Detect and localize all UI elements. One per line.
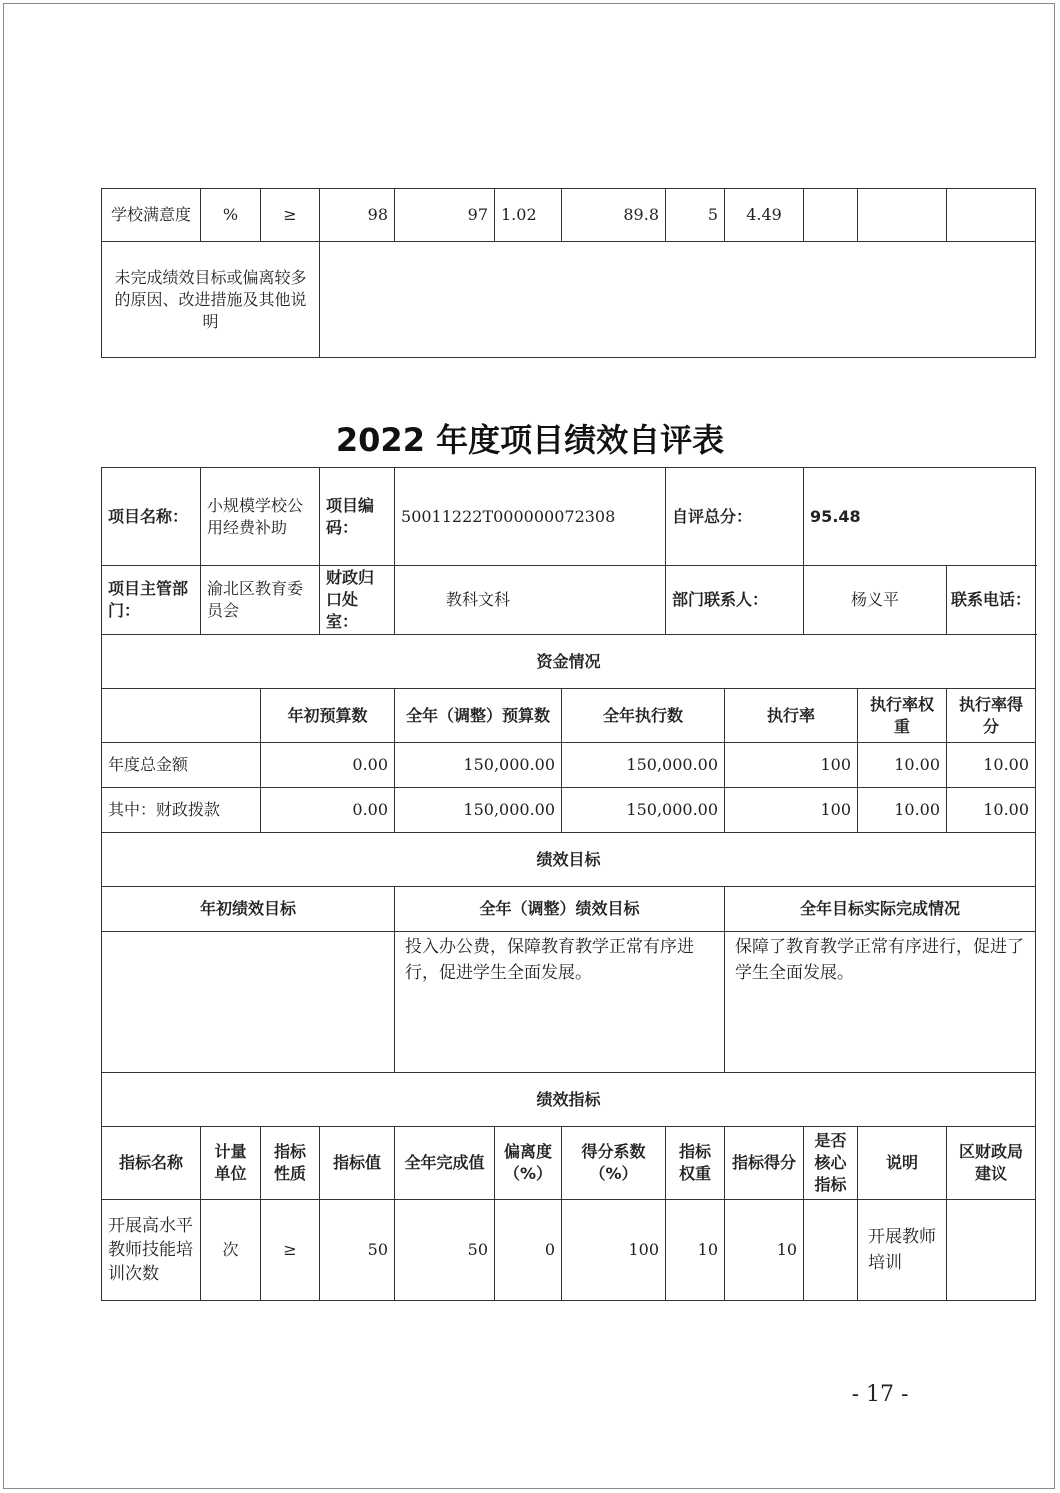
indicator-cell bbox=[947, 1200, 1036, 1301]
indicator-cell: 次 bbox=[201, 1200, 261, 1301]
indicator-header: 区财政局建议 bbox=[947, 1127, 1036, 1200]
funds-cell: 10.00 bbox=[947, 743, 1036, 788]
indicator-unit: % bbox=[201, 189, 261, 242]
table-row bbox=[102, 189, 1036, 242]
dept-label: 项目主管部门： bbox=[102, 566, 201, 635]
contact-label: 部门联系人： bbox=[666, 566, 804, 635]
funds-cell: 100 bbox=[725, 788, 858, 833]
funds-header: 年初预算数 bbox=[261, 689, 395, 743]
indicator-actual: 97 bbox=[395, 189, 495, 242]
funds-cell: 150,000.00 bbox=[395, 743, 562, 788]
finance-office: 教科文科 bbox=[395, 566, 666, 635]
funds-cell: 年度总金额 bbox=[102, 743, 261, 788]
indicator-score: 4.49 bbox=[725, 189, 804, 242]
indicator-nature: ≥ bbox=[261, 189, 320, 242]
goals-section-row bbox=[102, 833, 1036, 887]
indicator-deviation: 1.02 bbox=[495, 189, 562, 242]
prev-indicator-table bbox=[101, 188, 1036, 358]
funds-header: 执行率 bbox=[725, 689, 858, 743]
funds-section-row bbox=[102, 635, 1036, 689]
goal-actual: 保障了教育教学正常有序进行，促进了学生全面发展。 bbox=[725, 932, 1036, 1073]
goals-content-row bbox=[102, 932, 1036, 1073]
goals-header: 年初绩效目标 bbox=[102, 887, 395, 932]
funds-header: 执行率得分 bbox=[947, 689, 1036, 743]
indicator-weight: 5 bbox=[666, 189, 725, 242]
table-row bbox=[102, 242, 1036, 358]
finance-office-label: 财政归口处室： bbox=[320, 566, 395, 635]
indicator-cell: 开展高水平教师技能培训次数 bbox=[102, 1200, 201, 1301]
indicator-header: 是否核心指标 bbox=[804, 1127, 858, 1200]
total-score-label: 自评总分： bbox=[666, 468, 804, 566]
indicator-coefficient: 89.8 bbox=[562, 189, 666, 242]
funds-cell: 0.00 bbox=[261, 788, 395, 833]
indicator-header: 得分系数（%） bbox=[562, 1127, 666, 1200]
indicator-cell: 10 bbox=[725, 1200, 804, 1301]
indicator-suggestion bbox=[947, 189, 1036, 242]
indicator-header: 指标得分 bbox=[725, 1127, 804, 1200]
project-name: 小规模学校公用经费补助 bbox=[201, 468, 320, 566]
project-name-label: 项目名称： bbox=[102, 468, 201, 566]
indicator-cell: ≥ bbox=[261, 1200, 320, 1301]
table-row bbox=[102, 788, 1036, 833]
indicators-section-row bbox=[102, 1073, 1036, 1127]
goals-section-label: 绩效目标 bbox=[102, 833, 1036, 887]
reason-label: 未完成绩效目标或偏离较多的原因、改进措施及其他说明 bbox=[102, 242, 320, 358]
indicator-cell: 100 bbox=[562, 1200, 666, 1301]
funds-header bbox=[102, 689, 261, 743]
funds-section-label: 资金情况 bbox=[102, 635, 1036, 689]
funds-header: 全年执行数 bbox=[562, 689, 725, 743]
funds-cell: 150,000.00 bbox=[395, 788, 562, 833]
indicator-header: 指标值 bbox=[320, 1127, 395, 1200]
self-evaluation-table bbox=[101, 467, 1036, 1301]
funds-header-row bbox=[102, 689, 1036, 743]
funds-cell: 0.00 bbox=[261, 743, 395, 788]
info-row-2 bbox=[102, 566, 1036, 635]
indicator-header: 指标名称 bbox=[102, 1127, 201, 1200]
dept: 渝北区教育委员会 bbox=[201, 566, 320, 635]
indicator-header: 指标权重 bbox=[666, 1127, 725, 1200]
indicator-header: 计量单位 bbox=[201, 1127, 261, 1200]
indicator-cell: 50 bbox=[395, 1200, 495, 1301]
phone-label: 联系电话： bbox=[947, 566, 1036, 635]
indicator-header: 说明 bbox=[858, 1127, 947, 1200]
indicator-core bbox=[804, 189, 858, 242]
funds-cell: 10.00 bbox=[947, 788, 1036, 833]
project-code: 50011222T000000072308 bbox=[395, 468, 666, 566]
goals-header-row bbox=[102, 887, 1036, 932]
goals-header: 全年目标实际完成情况 bbox=[725, 887, 1036, 932]
goal-initial bbox=[102, 932, 395, 1073]
project-code-label: 项目编码： bbox=[320, 468, 395, 566]
indicator-target: 98 bbox=[320, 189, 395, 242]
table-row bbox=[102, 743, 1036, 788]
funds-cell: 100 bbox=[725, 743, 858, 788]
contact: 杨义平 bbox=[804, 566, 947, 635]
indicator-header: 全年完成值 bbox=[395, 1127, 495, 1200]
funds-header: 全年（调整）预算数 bbox=[395, 689, 562, 743]
indicator-cell: 开展教师培训 bbox=[858, 1200, 947, 1301]
goals-header: 全年（调整）绩效目标 bbox=[395, 887, 725, 932]
indicator-cell bbox=[804, 1200, 858, 1301]
indicator-cell: 0 bbox=[495, 1200, 562, 1301]
funds-cell: 150,000.00 bbox=[562, 788, 725, 833]
goal-adjusted: 投入办公费，保障教育教学正常有序进行，促进学生全面发展。 bbox=[395, 932, 725, 1073]
indicators-header-row bbox=[102, 1127, 1036, 1200]
funds-cell: 10.00 bbox=[858, 788, 947, 833]
indicator-note bbox=[858, 189, 947, 242]
page-number: - 17 - bbox=[851, 1382, 909, 1407]
funds-cell: 150,000.00 bbox=[562, 743, 725, 788]
table-row bbox=[102, 1200, 1036, 1301]
indicators-section-label: 绩效指标 bbox=[102, 1073, 1036, 1127]
indicator-header: 指标性质 bbox=[261, 1127, 320, 1200]
total-score: 95.48 bbox=[804, 468, 1036, 566]
indicator-header: 偏离度（%） bbox=[495, 1127, 562, 1200]
page-title: 2022 年度项目绩效自评表 bbox=[335, 421, 725, 459]
reason-value bbox=[320, 242, 1036, 358]
funds-header: 执行率权重 bbox=[858, 689, 947, 743]
funds-cell: 10.00 bbox=[858, 743, 947, 788]
indicator-cell: 10 bbox=[666, 1200, 725, 1301]
indicator-cell: 50 bbox=[320, 1200, 395, 1301]
info-row-1 bbox=[102, 468, 1036, 566]
indicator-name: 学校满意度 bbox=[102, 189, 201, 242]
funds-cell: 其中：财政拨款 bbox=[102, 788, 261, 833]
